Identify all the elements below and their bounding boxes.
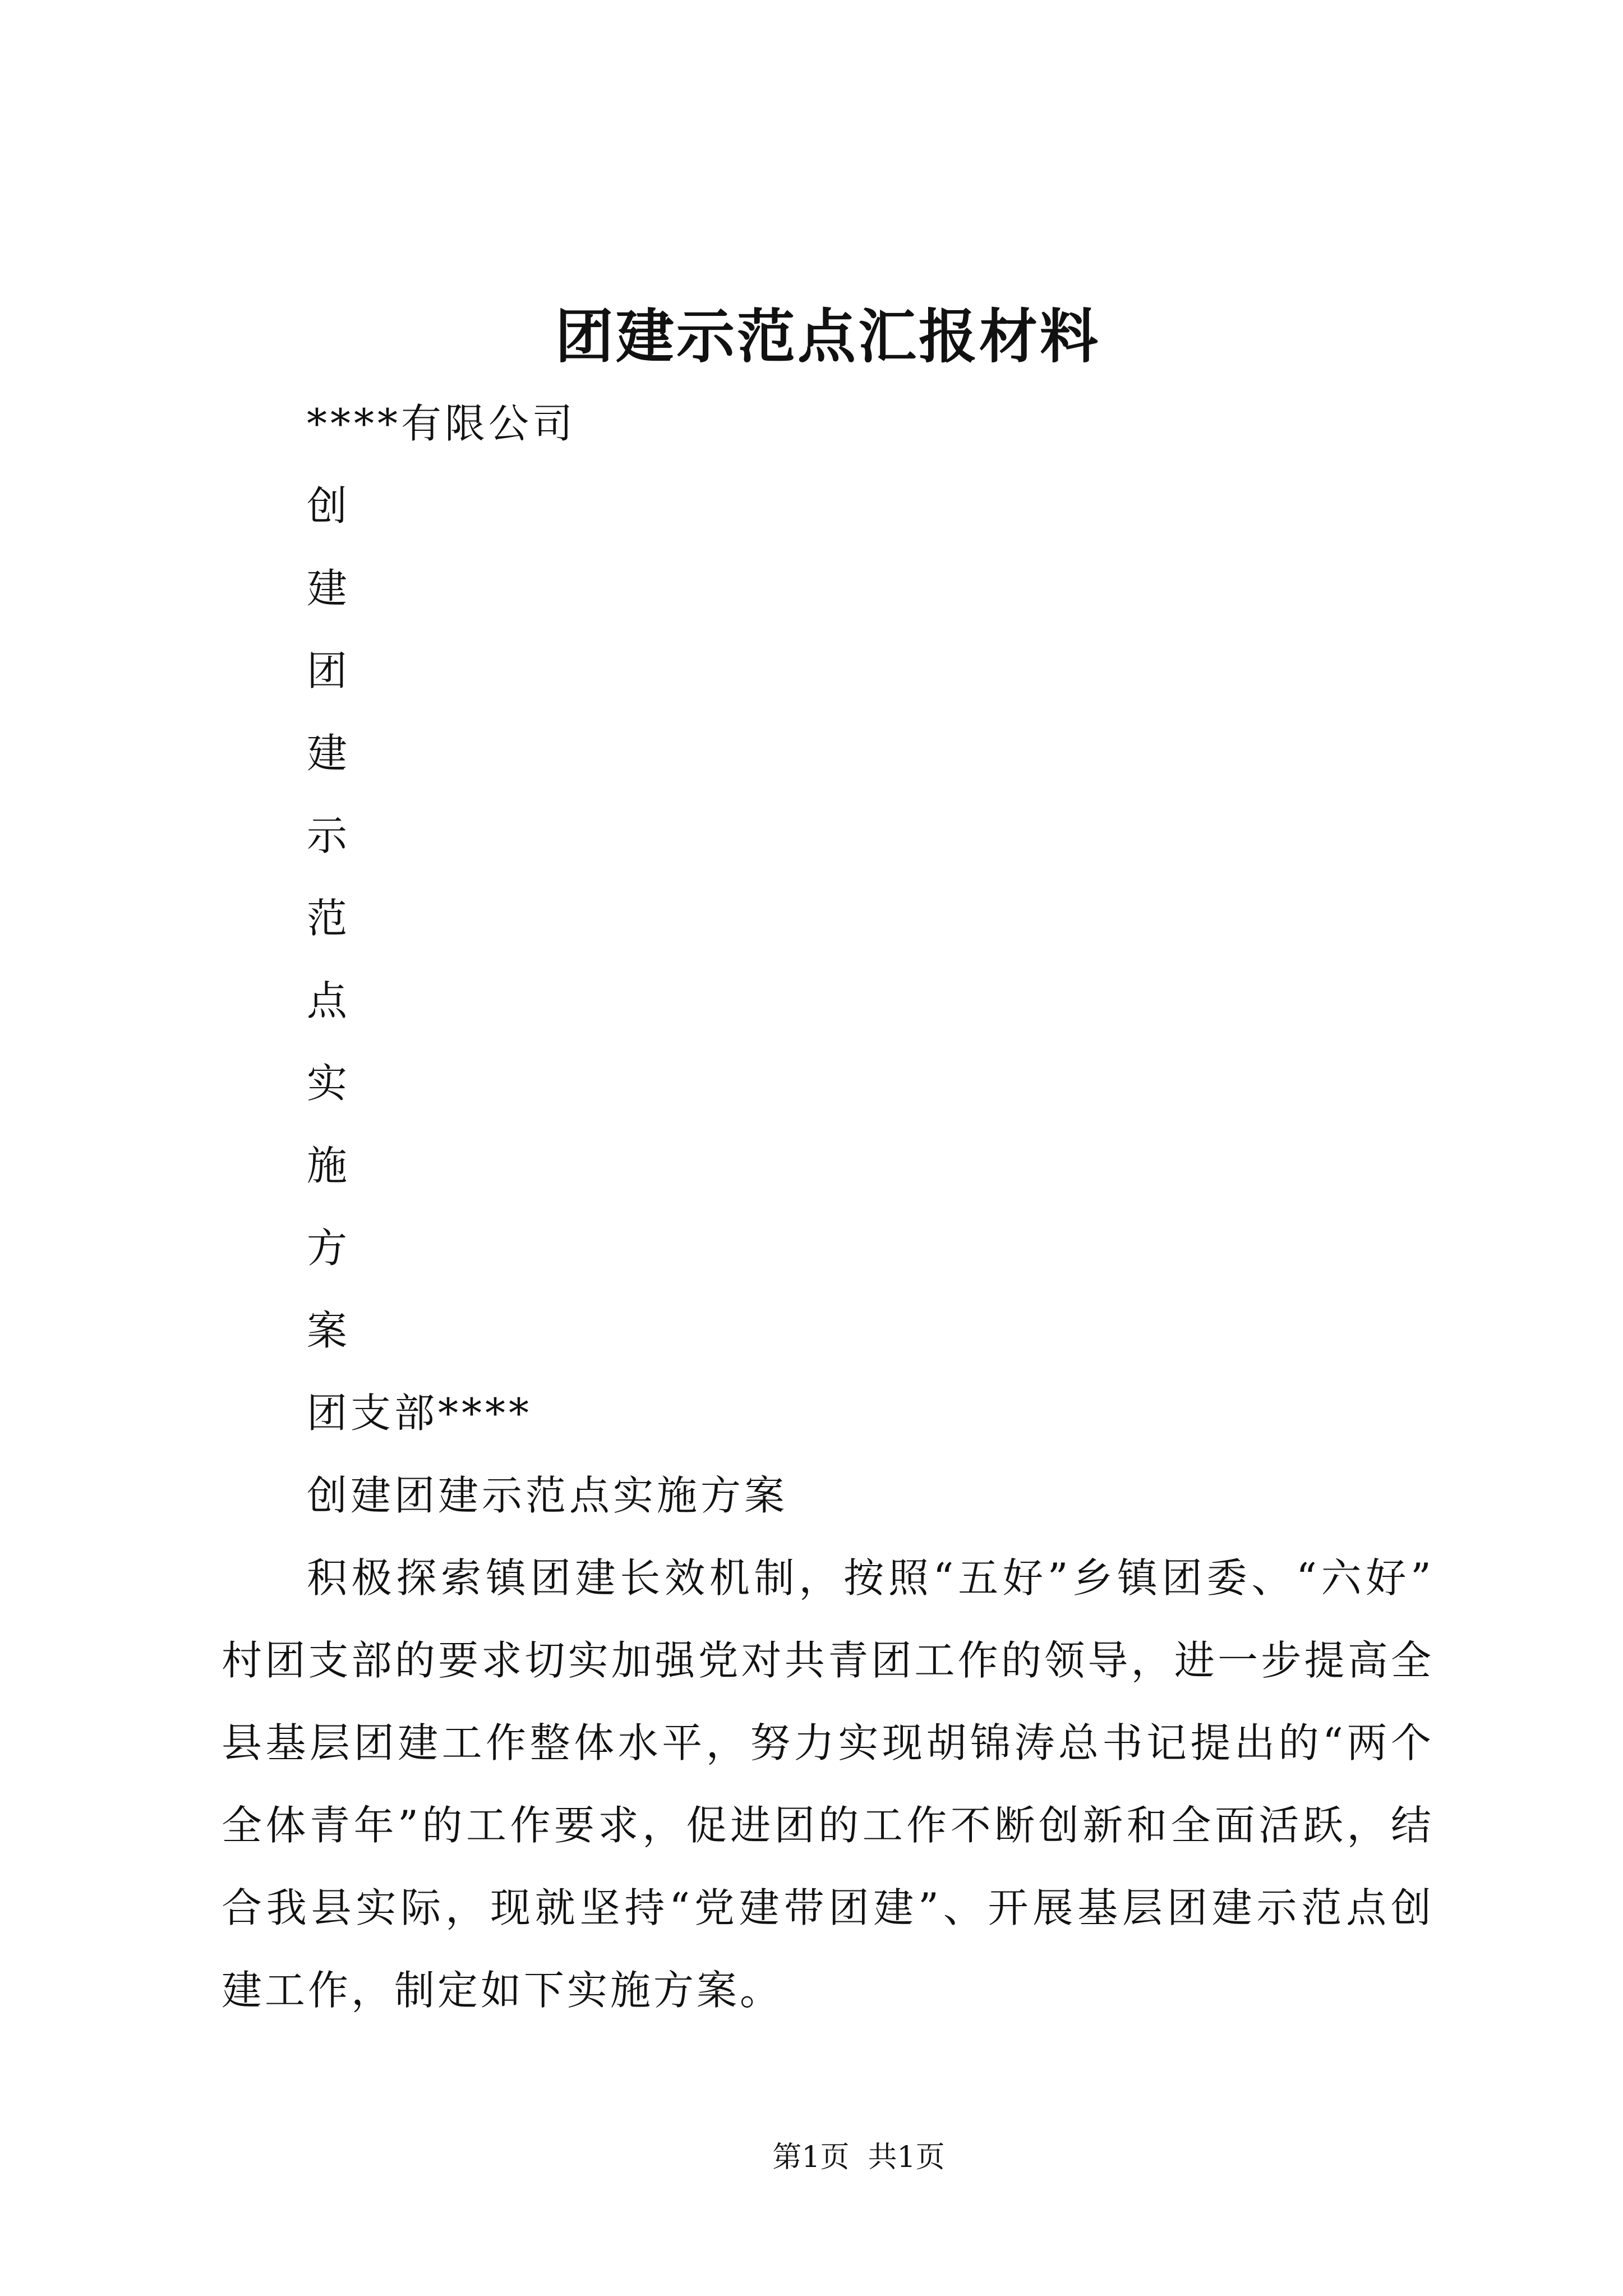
vertical-title-char: 方 [307,1225,351,1272]
paragraph-line: 建工作，制定如下实施方案。 [222,1967,783,2014]
vertical-title-char: 建 [307,565,351,612]
vertical-title-char: 施 [307,1142,351,1189]
vertical-title-char: 实 [307,1060,351,1107]
vertical-title-char: 示 [307,812,351,859]
vertical-title-char: 建 [307,730,351,777]
header-block [307,383,1484,1537]
body-paragraph [222,1537,1431,2032]
paragraph-line: 合我县实际，现就坚持“党建带团建”、开展基层团建示范点创 [222,1884,1431,1931]
vertical-title-char: 创 [307,482,351,530]
section-subtitle: 创建团建示范点实施方案 [307,1472,789,1519]
vertical-title-char: 团 [307,647,351,694]
vertical-title-char: 案 [307,1307,351,1354]
paragraph-line: 县基层团建工作整体水平，努力实现胡锦涛总书记提出的“两个 [222,1719,1431,1766]
vertical-title-char: 范 [307,895,351,942]
paragraph-line: 积极探索镇团建长效机制，按照“五好”乡镇团委、“六好” [307,1554,1431,1602]
branch-name: 团支部**** [307,1389,533,1437]
company-name: ****有限公司 [307,400,577,447]
paragraph-line: 全体青年”的工作要求，促进团的工作不断创新和全面活跃，结 [222,1802,1431,1849]
vertical-title-char: 点 [307,977,351,1024]
document-title: 团建示范点汇报材料 [555,302,1100,371]
page-number-footer: 第1页 共1页 [772,2141,945,2174]
paragraph-line: 村团支部的要求切实加强党对共青团工作的领导，进一步提高全 [222,1637,1431,1684]
